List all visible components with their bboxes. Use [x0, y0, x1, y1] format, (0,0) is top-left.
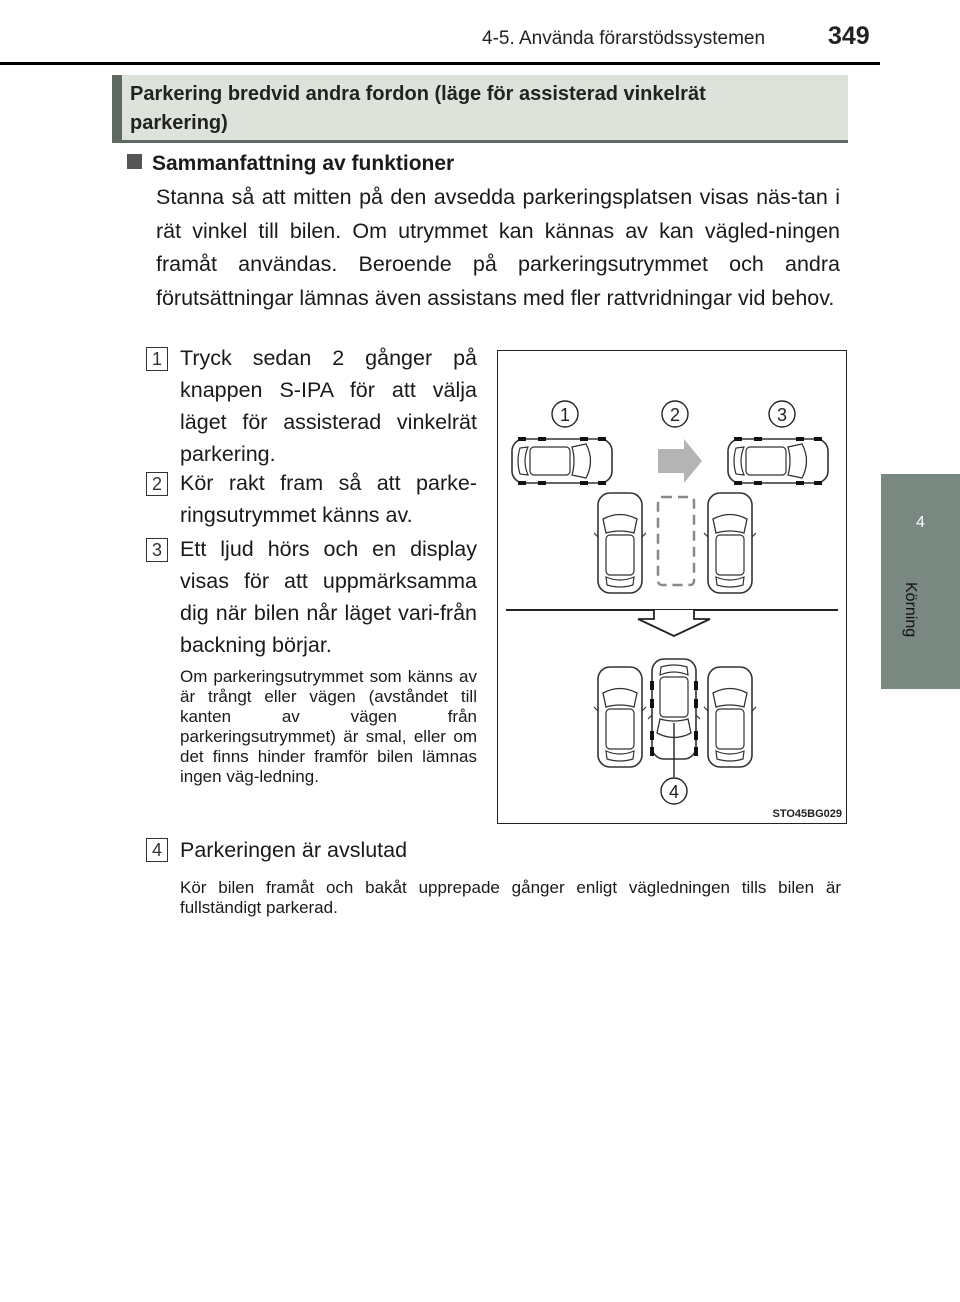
callout-1-label: 1 [559, 405, 571, 425]
callout-2 [662, 401, 688, 427]
parked-car [594, 667, 646, 767]
side-tab [881, 474, 960, 689]
step-text-1: Tryck sedan 2 gånger på knappen S-IPA för att välja läget för assisterad vinkelrät parkering. [180, 346, 477, 466]
step-number-1: 1 [146, 347, 168, 371]
step-note-3: Om parkeringsutrymmet som känns av är trångt eller vägen (avståndet till kanten av vägen från parkeringsutrymmet) är smal, eller om det finns hinder framför bilen lämnas ingen väg-ledning. [180, 667, 477, 786]
step-text-3: Ett ljud hörs och en display visas för att uppmärksamma dig när bilen når läget vari-från backning börjar. [180, 537, 477, 657]
step-number-4: 4 [146, 838, 168, 862]
car-position-3 [728, 437, 828, 485]
subheading [127, 152, 454, 176]
parked-car [704, 493, 756, 593]
page-number: 349 [828, 22, 870, 50]
section-title-line2: parkering) [130, 112, 228, 134]
callout-1 [552, 401, 578, 427]
callout-4-label: 4 [668, 782, 680, 802]
side-tab-number: 4 [916, 514, 925, 531]
car-position-1 [512, 437, 612, 485]
parking-diagram [497, 350, 847, 824]
side-tab-label: Körning [902, 582, 919, 638]
step-text-4: Parkeringen är avslutad [180, 838, 408, 862]
intro-paragraph: Stanna så att mitten på den avsedda parkeringsplatsen visas näs-tan i rät vinkel till bilen. Om utrymmet kan kännas av kan vägled-ningen framåt användas. Beroende på parkeringsutrymmet och andra förutsättningar lämnas även assistans med fler rattvridningar vid behov. [156, 185, 840, 310]
parked-car [594, 493, 646, 593]
parked-car [704, 667, 756, 767]
subheading-text: Sammanfattning av funktioner [152, 152, 455, 175]
callout-2-label: 2 [669, 405, 681, 425]
callout-3 [769, 401, 795, 427]
header-section-title: 4-5. Använda förarstödssystemen [482, 28, 766, 49]
target-parking-space [658, 497, 694, 585]
square-bullet-icon [127, 154, 142, 169]
step-text-2: Kör rakt fram så att parke-ringsutrymmet känns av. [180, 471, 477, 527]
section-title-box [112, 75, 848, 143]
callout-3-label: 3 [776, 405, 788, 425]
down-arrow-icon [638, 610, 710, 636]
figure-code: STO45BG029 [772, 808, 842, 820]
callout-4 [661, 778, 687, 804]
car-position-4 [648, 659, 700, 777]
step-note-4: Kör bilen framåt och bakåt upprepade gånger enligt vägledningen tills bilen är fullständigt parkerad. [180, 878, 841, 917]
step-number-3: 3 [146, 538, 168, 562]
forward-arrow-icon [658, 439, 702, 483]
header-rule [0, 62, 880, 65]
step-number-2: 2 [146, 472, 168, 496]
section-title-line1: Parkering bredvid andra fordon (läge för assisterad vinkelrät [130, 83, 706, 105]
